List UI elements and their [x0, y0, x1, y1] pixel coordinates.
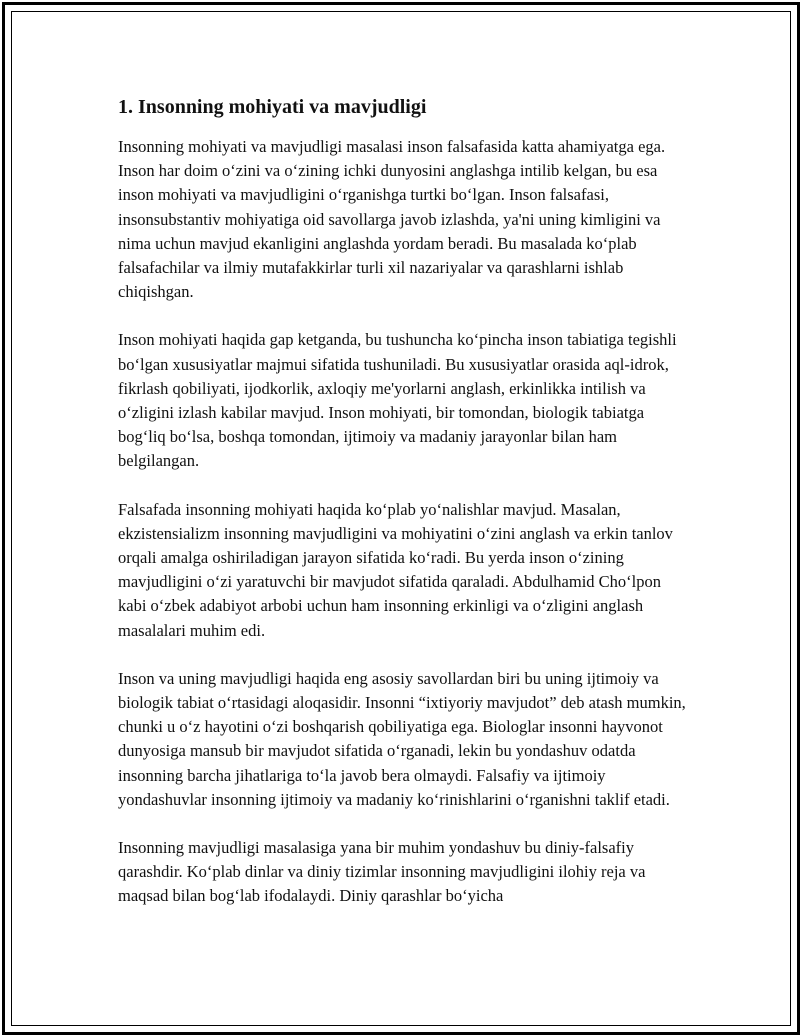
paragraph-1: Insonning mohiyati va mavjudligi masalasi inson falsafasida katta ahamiyatga ega. Inson har doim o‘zini va o‘zining ichki dunyosini anglashga intilib kelgan, bu esa inson mohiyati va mavjudligini o‘rganishga turtki bo‘lgan. Inson falsafasi, insonsubstantiv mohiyatiga oid savollarga javob izlashda, ya'ni uning kimligini va nima uchun mavjud ekanligini anglashda yordam beradi. Bu masalada ko‘plab falsafachilar va ilmiy mutafakkirlar turli xil nazariyalar va qarashlarni ishlab chiqishgan. [118, 137, 666, 302]
paragraph-2: Inson mohiyati haqida gap ketganda, bu tushuncha ko‘pincha inson tabiatiga tegishli bo‘lgan xususiyatlar majmui sifatida tushuniladi. Bu xususiyatlar orasida aql-idrok, fikrlash qobiliyati, ijodkorlik, axloqiy me'yorlarni anglash, erkinlikka intilish va o‘zligini izlash kabilar mavjud. Inson mohiyati, bir tomondan, biologik tabiatga bog‘liq bo‘lsa, boshqa tomondan, ijtimoiy va madaniy jarayonlar bilan ham belgilangan. [118, 330, 677, 471]
paragraph-5: Insonning mavjudligi masalasiga yana bir muhim yondashuv bu diniy-falsafiy qarashdir. Ko‘plab dinlar va diniy tizimlar insonning mavjudligini ilohiy reja va maqsad bilan bog‘lab ifodalaydi. Diniy qarashlar bo‘yicha [118, 838, 646, 906]
paragraph-4: Inson va uning mavjudligi haqida eng asosiy savollardan biri bu uning ijtimoiy va biologik tabiat o‘rtasidagi aloqasidir. Insonni “ixtiyoriy mavjudot” deb atash mumkin, chunki u o‘z hayotini o‘zi boshqarish qobiliyatiga ega. Biologlar insonni hayvonot dunyosiga mansub bir mavjudot sifatida o‘rganadi, lekin bu yondashuv odatda insonning barcha jihatlariga to‘la javob bera olmaydi. Falsafiy va ijtimoiy yondashuvlar insonning ijtimoiy va madaniy ko‘rinishlarini o‘rganishni taklif etadi. [118, 668, 686, 809]
document-body [118, 92, 693, 933]
paragraph-3: Falsafada insonning mohiyati haqida ko‘plab yo‘nalishlar mavjud. Masalan, ekzistensializm insonning mavjudligini va mohiyatini o‘zini anglash va erkin tanlov orqali amalga oshiriladigan jarayon sifatida ko‘radi. Bu yerda inson o‘zining mavjudligini o‘zi yaratuvchi bir mavjudot sifatida qaraladi. Abdulhamid Cho‘lpon kabi o‘zbek adabiyot arbobi uchun ham insonning erkinligi va o‘zligini anglash masalalari muhim edi. [118, 499, 673, 640]
section-heading: 1. Insonning mohiyati va mavjudligi [118, 96, 427, 118]
